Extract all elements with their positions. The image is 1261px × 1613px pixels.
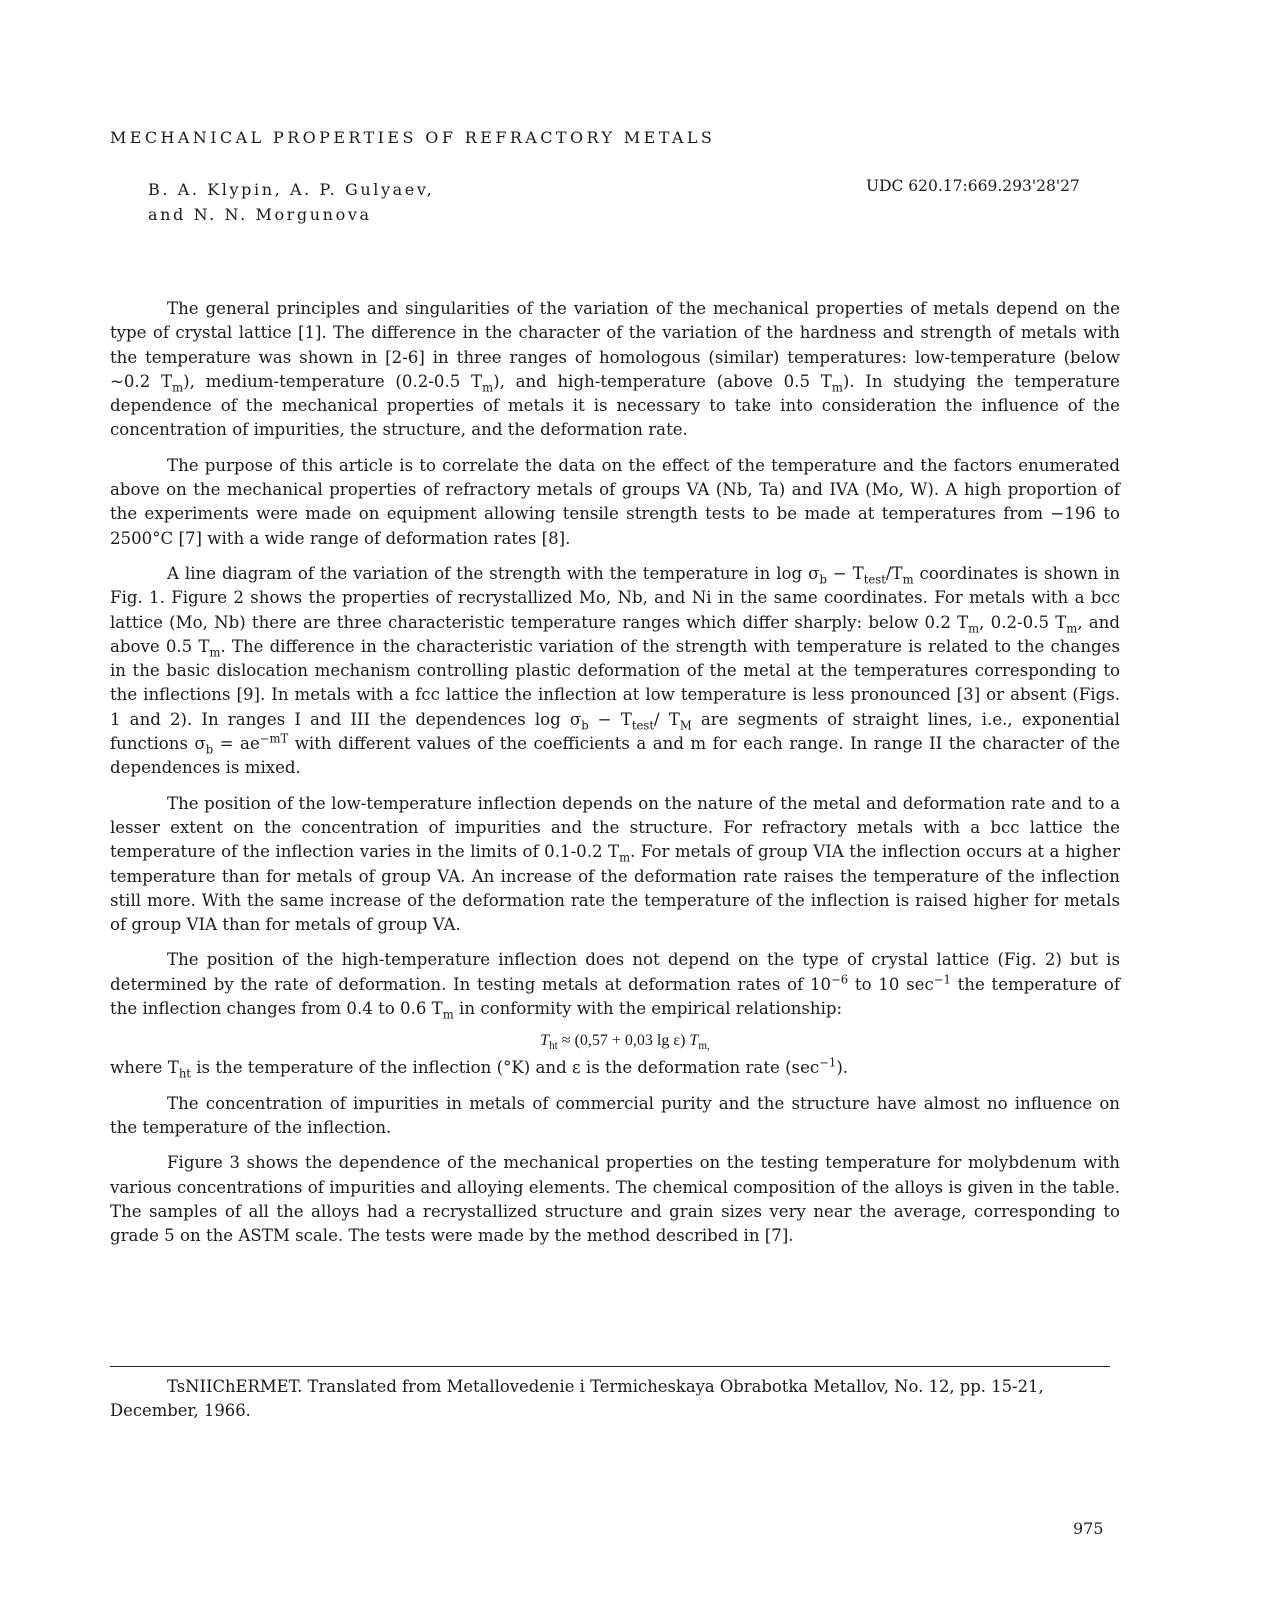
article-body	[110, 297, 1120, 1259]
footnote-divider	[110, 1366, 1110, 1367]
paragraph-7: The concentration of impurities in metals of commercial purity and the structure have almost no influence on the temperature of the inflection.	[110, 1093, 1120, 1137]
authors-line-2: and N. N. Morgunova	[148, 205, 372, 224]
empirical-formula: $T_{ht} \approx (0,57 + 0,03$ lg ε) $T_{m,}$	[540, 1032, 710, 1053]
udc-code: UDC 620.17:669.293'28'27	[866, 177, 1080, 195]
paragraph-5: The position of the high-temperature inflection does not depend on the type of crystal lattice (Fig. 2) but is determined by the rate of deformation. In testing metals at deformation rates of $10^{-6}$ to 10 $\sec^{-1}$ the temperature of the inflection changes from 0.4 to 0.6 $T_m$ in conformity with the empirical relationship:	[110, 950, 1120, 1022]
paragraph-1: The general principles and singularities of the variation of the mechanical properties of metals depend on the type of crystal lattice [1]. The difference in the character of the variation of the hardness and strength of metals with the temperature was shown in [2-6] in three ranges of homologous (similar) temperatures: low-temperature (below ~0.2 $T_m$), medium-temperature (0.2-0.5 $T_m$), and high-temperature (above 0.5 $T_m$). In studying the temperature dependence of the mechanical properties of metals it is necessary to take into consideration the influence of the concentration of impurities, the structure, and the deformation rate.	[110, 299, 1120, 440]
paragraph-6: where $T_{ht}$ is the temperature of the inflection (°K) and ε is the deformation rate $(\sec^{-1})$.	[110, 1055, 849, 1081]
paragraph-2: The purpose of this article is to correlate the data on the effect of the temperature and the factors enumerated above on the mechanical properties of refractory metals of groups VA (Nb, Ta) and IVA (Mo, W). A high proportion of the experiments were made on equipment allowing tensile strength tests to be made at temperatures from −196 to 2500°C [7] with a wide range of deformation rates [8].	[110, 455, 1120, 548]
page-number: 975	[1073, 1519, 1104, 1538]
paragraph-8: Figure 3 shows the dependence of the mechanical properties on the testing temperature for molybdenum with various concentrations of impurities and alloying elements. The chemical composition of the alloys is given in the table. The samples of all the alloys had a recrystallized structure and grain sizes very near the average, corresponding to grade 5 on the ASTM scale. The tests were made by the method described in [7].	[110, 1153, 1120, 1246]
article-title: MECHANICAL PROPERTIES OF REFRACTORY METALS	[110, 128, 716, 147]
authors	[148, 177, 434, 227]
footnote: TsNIIChERMET. Translated from Metallovedenie i Termicheskaya Obrabotka Metallov, No. 12, pp. 15-21, December, 1966.	[110, 1377, 1044, 1420]
paragraph-4: The position of the low-temperature inflection depends on the nature of the metal and deformation rate and to a lesser extent on the concentration of impurities and the structure. For refractory metals with a bcc lattice the temperature of the inflection varies in the limits of 0.1-0.2 $T_m$. For metals of group VIA the inflection occurs at a higher temperature than for metals of group VA. An increase of the deformation rate raises the temperature of the inflection still more. With the same increase of the deformation rate the temperature of the inflection is raised higher for metals of group VIA than for metals of group VA.	[110, 793, 1120, 935]
paragraph-3: A line diagram of the variation of the strength with the temperature in $\log \sigma_b - T_{test}/T_m$ coordinates is shown in Fig. 1. Figure 2 shows the properties of recrystallized Mo, Nb, and Ni in the same coordinates. For metals with a bcc lattice (Mo, Nb) there are three characteristic temperature ranges which differ sharply: below 0.2 $T_m$, 0.2-0.5 $T_m$, and above 0.5 $T_m$. The difference in the characteristic variation of the strength with temperature is related to the changes in the basic dislocation mechanism controlling plastic deformation of the metal at the temperatures corresponding to the inflections [9]. In metals with a fcc lattice the inflection at low temperature is less pronounced [3] or absent (Figs. 1 and 2). In ranges I and III the dependences $\log \sigma_b - T_{test}/$ $T_M$ are segments of straight lines, i.e., exponential functions $\sigma_b = ae^{-mT}$ with different values of the coefficients a and m for each range. In range II the character of the dependences is mixed.	[110, 563, 1120, 778]
authors-line-1: B. A. Klypin, A. P. Gulyaev,	[148, 180, 435, 199]
